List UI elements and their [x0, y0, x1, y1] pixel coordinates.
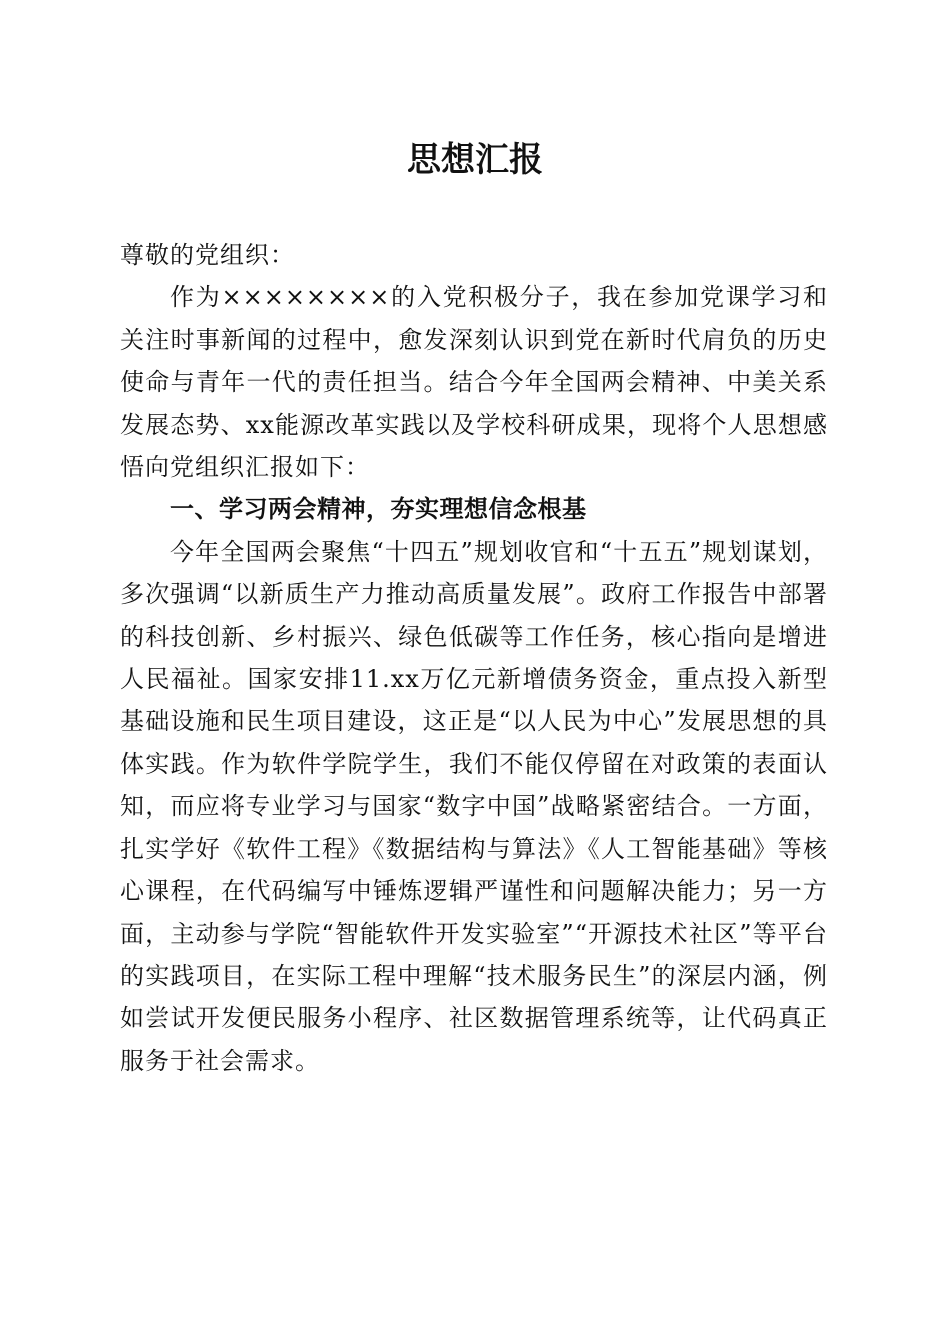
document-body	[120, 234, 828, 1082]
intro-paragraph: 作为××××××××的入党积极分子，我在参加党课学习和关注时事新闻的过程中，愈发深刻认识到党在新时代肩负的历史使命与青年一代的责任担当。结合今年全国两会精神、中美关系发展态势、xx能源改革实践以及学校科研成果，现将个人思想感悟向党组织汇报如下：	[120, 283, 828, 482]
salutation: 尊敬的党组织：	[120, 241, 295, 269]
section-paragraph: 今年全国两会聚焦“十四五”规划收官和“十五五”规划谋划，多次强调“以新质生产力推动高质量发展”。政府工作报告中部署的科技创新、乡村振兴、绿色低碳等工作任务，核心指向是增进人民福祉。国家安排11.xx万亿元新增债务资金，重点投入新型基础设施和民生项目建设，这正是“以人民为中心”发展思想的具体实践。作为软件学院学生，我们不能仅停留在对政策的表面认知，而应将专业学习与国家“数字中国”战略紧密结合。一方面，扎实学好《软件工程》《数据结构与算法》《人工智能基础》等核心课程，在代码编写中锤炼逻辑严谨性和问题解决能力；另一方面，主动参与学院“智能软件开发实验室”“开源技术社区”等平台的实践项目，在实际工程中理解“技术服务民生”的深层内涵，例如尝试开发便民服务小程序、社区数据管理系统等，让代码真正服务于社会需求。	[120, 537, 828, 1075]
document-title: 思想汇报	[407, 140, 543, 180]
section-heading: 一、学习两会精神，夯实理想信念根基	[170, 495, 587, 524]
